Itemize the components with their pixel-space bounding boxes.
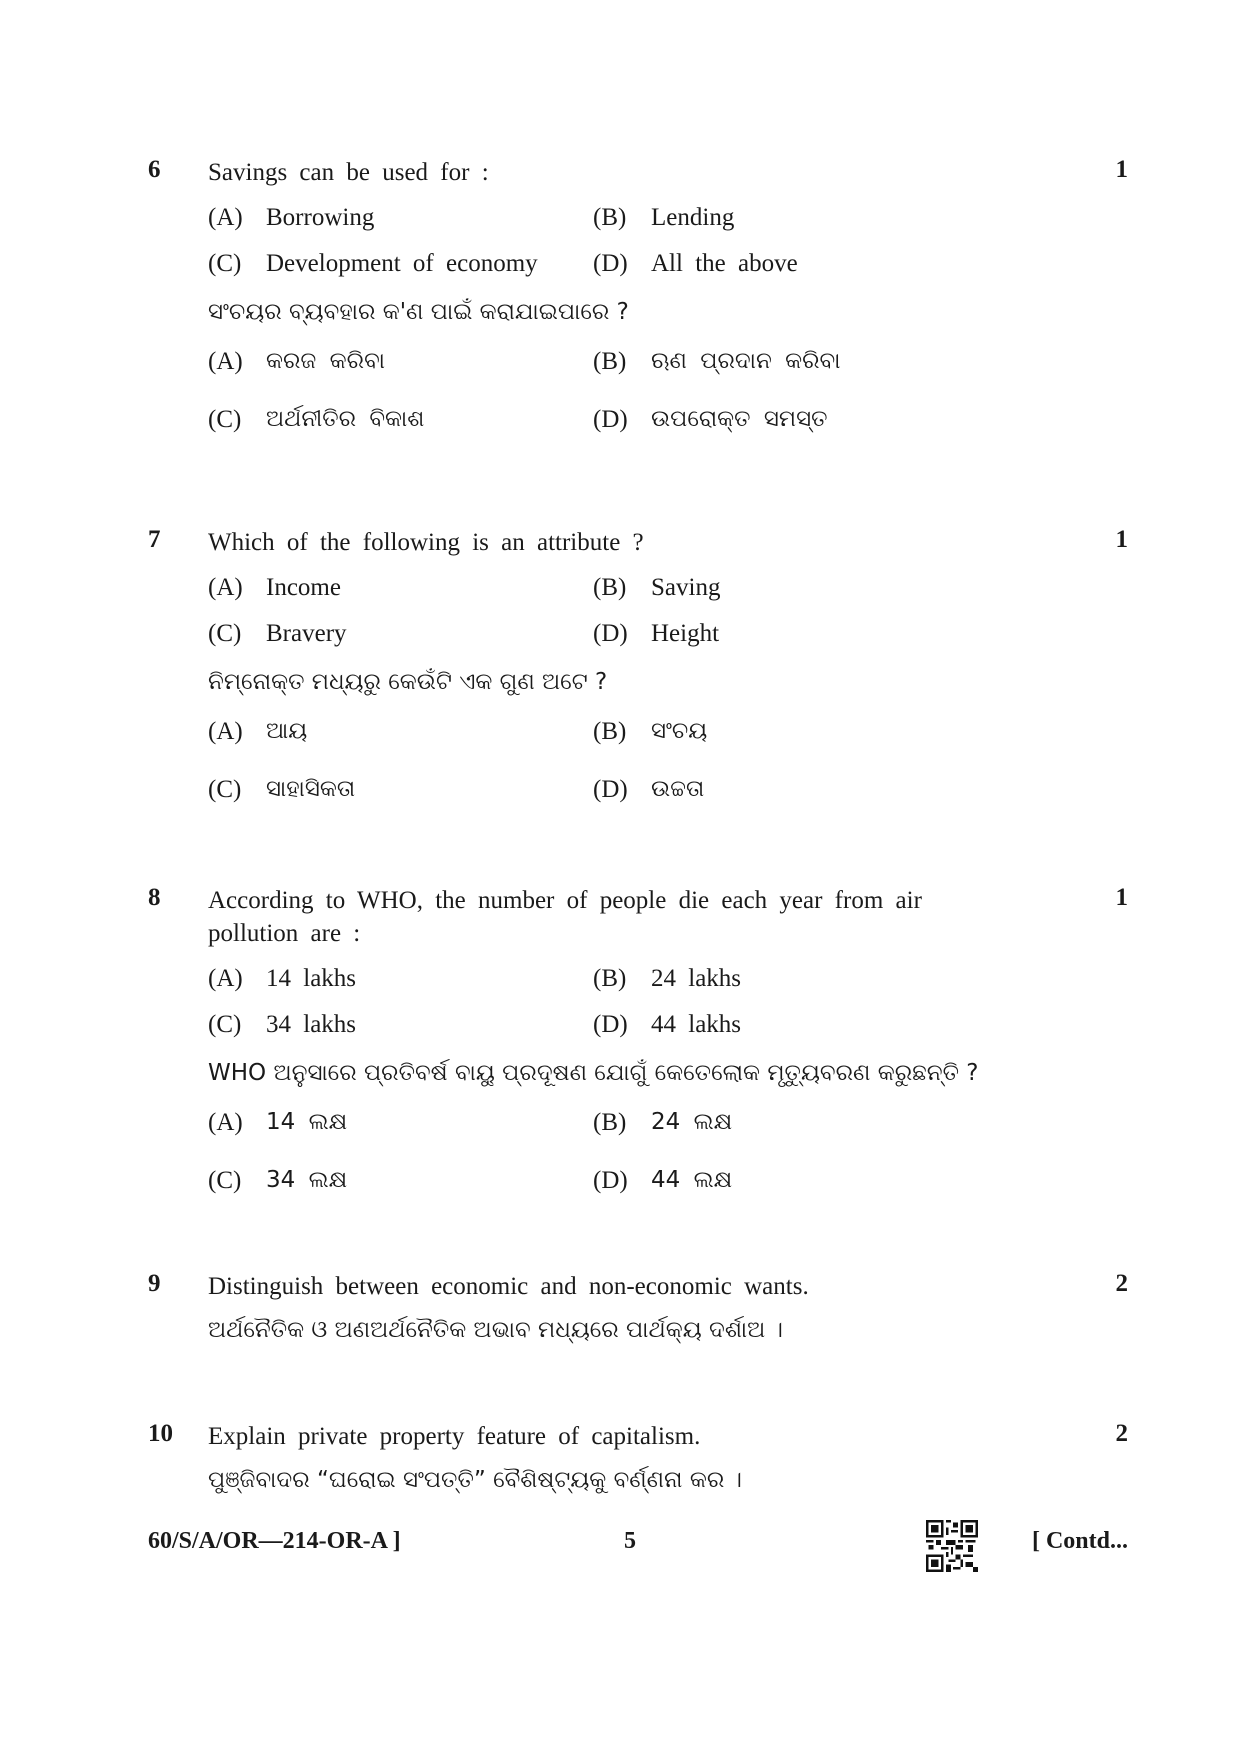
question-number: 9 <box>148 1270 161 1297</box>
question-7 <box>148 526 1128 819</box>
question-text-odia: ନିମ୍ନୋକ୍ତ ମଧ୍ୟରୁ କେଉଁଟି ଏକ ଗୁଣ ଅଟେ ? <box>208 669 608 695</box>
option-b-odia: (B) ଋଣ ପ୍ରଦାନ କରିବା <box>593 348 841 375</box>
option-d-odia: (D) ଉଚ୍ଚତା <box>593 776 705 803</box>
question-text: Explain private property feature of capitalism. <box>208 1423 701 1450</box>
question-marks: 1 <box>1115 156 1128 183</box>
option-d-odia: (D) ଉପରୋକ୍ତ ସମସ୍ତ <box>593 406 828 433</box>
option-a-odia: (A) 14 ଲକ୍ଷ <box>208 1109 348 1136</box>
qr-code-icon <box>926 1520 978 1572</box>
option-c-odia: (C) ଅର୍ଥନୀତିର ବିକାଶ <box>208 406 425 433</box>
question-text: According to WHO, the number of people die each year from air pollution are : <box>208 887 922 947</box>
option-a-odia: (A) କରଜ କରିବା <box>208 348 385 375</box>
question-marks: 1 <box>1115 526 1128 553</box>
option-c: (C) Development of economy <box>208 250 538 277</box>
question-number: 7 <box>148 526 161 553</box>
option-d: (D) All the above <box>593 250 798 277</box>
question-text-odia: ପୁଞ୍ଜିବାଦର “ଘରୋଇ ସଂପତ୍ତି” ବୈଶିଷ୍ଟ୍ୟକୁ ବର୍ଣ୍ଣନା କର । <box>208 1467 742 1493</box>
option-b-odia: (B) ସଂଚୟ <box>593 718 708 745</box>
option-a: (A) 14 lakhs <box>208 965 357 992</box>
page-footer <box>148 1520 1128 1570</box>
option-d-odia: (D) 44 ଲକ୍ଷ <box>593 1167 733 1194</box>
question-number: 10 <box>148 1420 173 1447</box>
question-marks: 2 <box>1115 1420 1128 1447</box>
option-c-odia: (C) 34 ଲକ୍ଷ <box>208 1167 348 1194</box>
option-d: (D) Height <box>593 620 720 647</box>
question-10 <box>148 1420 1128 1495</box>
question-text-odia: ଅର୍ଥନୈତିକ ଓ ଅଣଅର୍ଥନୈତିକ ଅଭାବ ମଧ୍ୟରେ ପାର୍ଥକ୍ୟ ଦର୍ଶାଅ । <box>208 1317 783 1343</box>
option-c: (C) 34 lakhs <box>208 1011 357 1038</box>
question-marks: 1 <box>1115 884 1128 911</box>
question-text-odia: ସଂଚୟର ବ୍ୟବହାର କ'ଣ ପାଇଁ କରାଯାଇପାରେ ? <box>208 299 629 325</box>
option-d: (D) 44 lakhs <box>593 1011 742 1038</box>
question-text: Distinguish between economic and non-economic wants. <box>208 1273 809 1300</box>
question-number: 8 <box>148 884 161 911</box>
option-b: (B) Lending <box>593 204 735 231</box>
paper-code: 60/S/A/OR—214-OR-A ] <box>148 1528 401 1554</box>
option-b: (B) 24 lakhs <box>593 965 742 992</box>
option-a-odia: (A) ଆୟ <box>208 718 308 745</box>
option-c-odia: (C) ସାହାସିକତା <box>208 776 356 803</box>
question-text-odia: WHO ଅନୁସାରେ ପ୍ରତିବର୍ଷ ବାୟୁ ପ୍ରଦୂଷଣ ଯୋଗୁଁ କେତେଲୋକ ମୃତ୍ୟୁବରଣ କରୁଛନ୍ତି ? <box>208 1060 979 1086</box>
option-a: (A) Borrowing <box>208 204 375 231</box>
question-6 <box>148 156 1128 449</box>
question-number: 6 <box>148 156 161 183</box>
continued-label: [ Contd... <box>1031 1528 1128 1554</box>
question-9 <box>148 1270 1128 1345</box>
option-a: (A) Income <box>208 574 341 601</box>
page-number: 5 <box>624 1528 636 1554</box>
question-text: Which of the following is an attribute ? <box>208 529 644 556</box>
question-text: Savings can be used for : <box>208 159 489 186</box>
option-b: (B) Saving <box>593 574 721 601</box>
question-marks: 2 <box>1115 1270 1128 1297</box>
question-8 <box>148 884 1128 1210</box>
option-c: (C) Bravery <box>208 620 347 647</box>
option-b-odia: (B) 24 ଲକ୍ଷ <box>593 1109 733 1136</box>
